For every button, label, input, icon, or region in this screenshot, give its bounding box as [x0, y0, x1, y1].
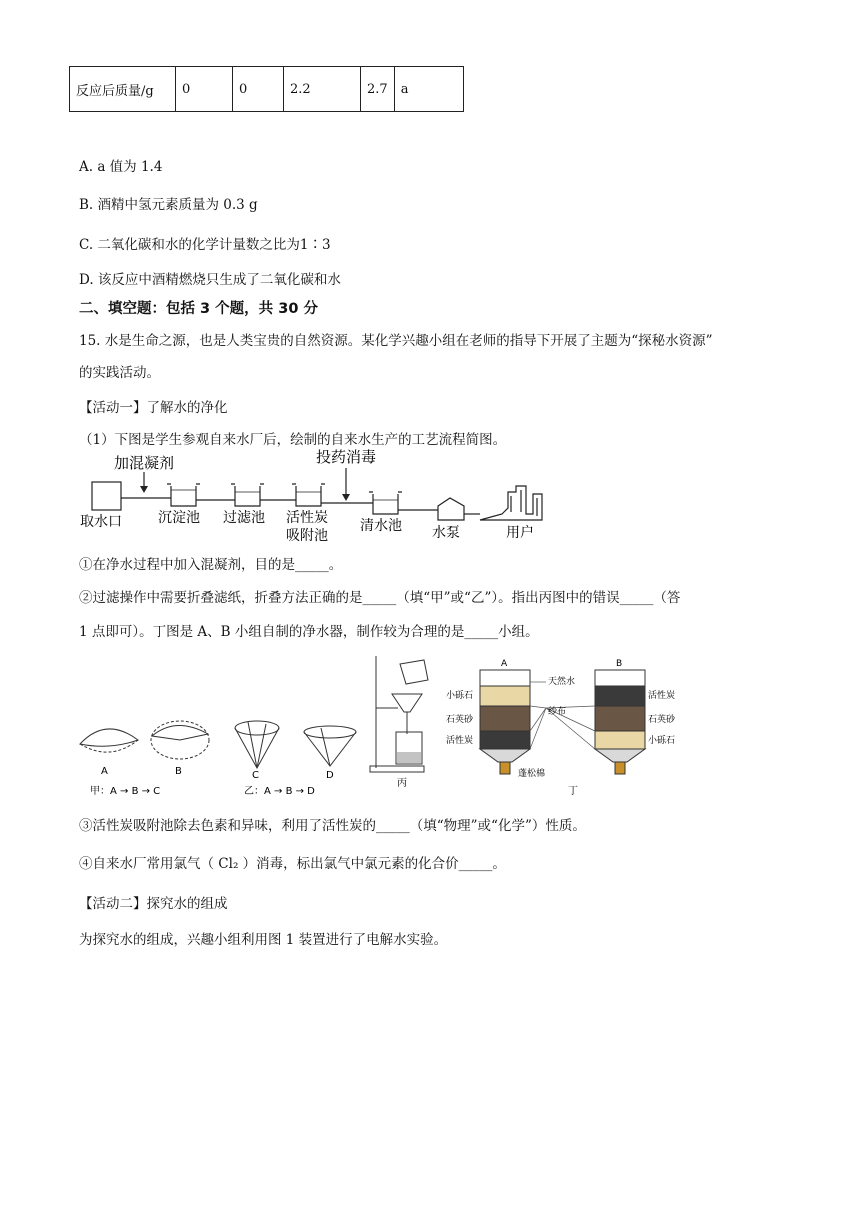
flow-label-coagulant: 加混凝剂 [114, 454, 175, 472]
label-cotton: 蓬松棉 [518, 769, 546, 779]
table-row-label: 反应后质量/g [70, 67, 176, 112]
flow-label-user: 用户 [506, 525, 534, 541]
item-2-line1: ②过滤操作中需要折叠滤纸，折叠方法正确的是_____（填“甲”或“乙”）。指出丙图中的错误_____（答 [79, 590, 681, 606]
label-carbon-a: 活性炭 [446, 736, 474, 746]
apparatus-label-bing: 丙 [397, 778, 407, 789]
sub-question-1: （1）下图是学生参观自来水厂后，绘制的自来水生产的工艺流程简图。 [79, 432, 507, 448]
flow-label-sediment: 沉淀池 [158, 510, 200, 526]
intake-box-icon [92, 482, 121, 510]
fold-label-b: B [175, 766, 182, 777]
label-quartz-b: 石英砂 [648, 715, 676, 725]
table-cell: a [394, 67, 463, 112]
label-quartz-a: 石英砂 [446, 715, 474, 725]
option-a: A. a 值为 1.4 [79, 159, 163, 175]
table-row [70, 67, 464, 112]
fold-label-c: C [252, 770, 259, 781]
pump-icon [438, 498, 464, 520]
q15-intro-line2: 的实践活动。 [79, 365, 160, 381]
label-gauze: 纱布 [548, 707, 567, 717]
purifier-a-icon [480, 670, 530, 774]
option-c: C. 二氧化碳和水的化学计量数之比为1∶3 [79, 237, 331, 253]
fold-label-a: A [101, 766, 108, 777]
flow-label-carbon: 活性炭 [286, 510, 328, 526]
buildings-icon [480, 486, 542, 520]
section-title: 二、填空题：包括 3 个题，共 30 分 [79, 301, 318, 317]
option-d: D. 该反应中酒精燃烧只生成了二氧化碳和水 [79, 272, 341, 288]
item-1: ①在净水过程中加入混凝剂，目的是_____。 [79, 557, 343, 573]
table-cell: 0 [233, 67, 284, 112]
label-gravel-a: 小砾石 [446, 691, 474, 701]
item-3: ③活性炭吸附池除去色素和异味，利用了活性炭的_____（填“物理”或“化学”）性质。 [79, 818, 586, 834]
item-2-line2: 1 点即可）。丁图是 A、B 小组自制的净水器，制作较为合理的是_____小组。 [79, 624, 539, 640]
flow-label-clear-water: 清水池 [360, 518, 402, 534]
activity2-intro: 为探究水的组成，兴趣小组利用图 1 装置进行了电解水实验。 [79, 932, 448, 948]
flow-label-intake: 取水口 [80, 514, 122, 530]
purifier-a-label: A [501, 659, 508, 669]
table-cell: 2.2 [284, 67, 361, 112]
table-cell: 0 [176, 67, 233, 112]
item-4: ④自来水厂常用氯气（ Cl₂ ）消毒，标出氯气中氯元素的化合价_____。 [79, 856, 506, 872]
q15-intro-line1: 15. 水是生命之源，也是人类宝贵的自然资源。某化学兴趣小组在老师的指导下开展了主题为“探秘水资源” [79, 333, 713, 349]
mass-table [69, 66, 464, 112]
table-cell: 2.7 [361, 67, 395, 112]
flow-label-filter: 过滤池 [223, 510, 265, 526]
activity2-heading: 【活动二】探究水的组成 [79, 896, 228, 912]
option-b: B. 酒精中氢元素质量为 0.3 g [79, 197, 258, 213]
purifier-b-label: B [616, 659, 623, 669]
flow-label-disinfect: 投药消毒 [316, 448, 377, 466]
filtration-figures [76, 652, 706, 802]
purifier-label-ding: 丁 [568, 786, 578, 797]
label-gravel-b: 小砾石 [648, 736, 676, 746]
water-treatment-flow-diagram [78, 448, 558, 544]
fold-method-jia: 甲：A → B → C [90, 786, 161, 797]
activity1-heading: 【活动一】了解水的净化 [79, 400, 228, 416]
flow-label-adsorption: 吸附池 [286, 528, 328, 544]
flow-label-pump: 水泵 [432, 525, 460, 541]
fold-method-yi: 乙：A → B → D [244, 786, 315, 797]
label-carbon-b: 活性炭 [648, 691, 676, 701]
purifier-b-icon [595, 670, 645, 774]
fold-label-d: D [326, 770, 334, 781]
label-natural-water: 天然水 [548, 677, 576, 687]
